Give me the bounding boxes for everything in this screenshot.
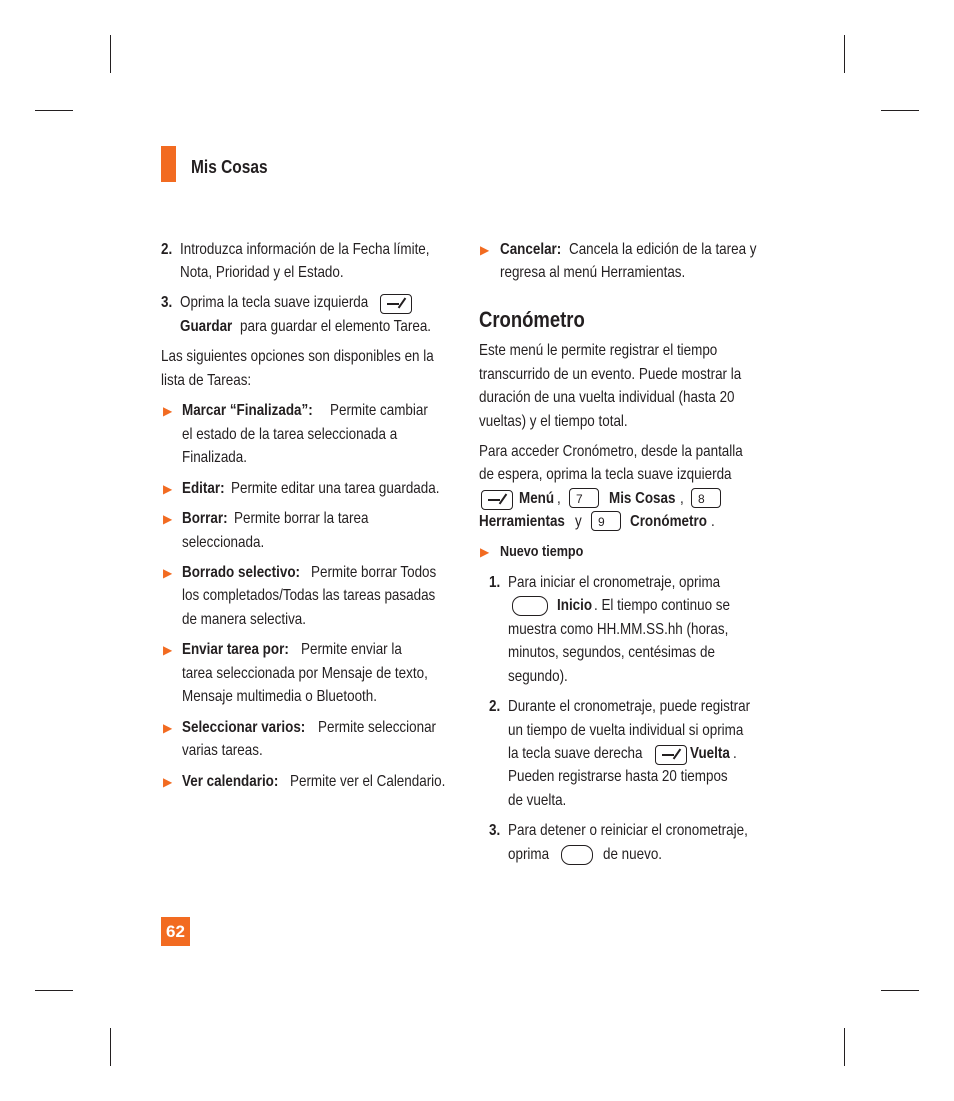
step-text: de nuevo. <box>603 846 663 863</box>
step-number: 2. <box>489 698 501 715</box>
subsection-title: Nuevo tiempo <box>500 543 584 560</box>
mis-cosas-label: Mis Cosas <box>609 490 676 507</box>
bullet-arrow-icon: ▶ <box>163 643 173 657</box>
separator: , <box>680 490 684 507</box>
separator: , <box>557 490 561 507</box>
option-title: Editar: <box>182 480 225 497</box>
bullet-arrow-icon: ▶ <box>163 404 173 418</box>
crop-mark <box>110 35 111 73</box>
key-8-icon: 8 <box>691 488 721 508</box>
intro-text: Las siguientes opciones son disponibles en la <box>161 348 434 365</box>
crop-mark <box>844 1028 845 1066</box>
crop-mark <box>881 990 919 991</box>
step-number: 3. <box>489 822 501 839</box>
desc-text: transcurrido de un evento. Puede mostrar la <box>479 366 742 383</box>
intro-text: lista de Tareas: <box>161 372 252 389</box>
option-title: Seleccionar varios: <box>182 719 306 736</box>
option-text: Permite enviar la <box>301 641 402 658</box>
access-text: Para acceder Cronómetro, desde la pantalla <box>479 443 743 460</box>
cronometro-label: Cronómetro <box>630 513 707 530</box>
option-title: Ver calendario: <box>182 773 279 790</box>
option-text: Permite ver el Calendario. <box>290 773 446 790</box>
access-text: de espera, oprima la tecla suave izquierda <box>479 466 732 483</box>
vuelta-label: Vuelta <box>690 745 730 762</box>
option-text: Permite borrar la tarea <box>234 510 369 527</box>
step-number: 1. <box>489 574 501 591</box>
option-text: Permite editar una tarea guardada. <box>231 480 440 497</box>
option-text: Cancela la edición de la tarea y <box>569 241 757 258</box>
desc-text: vueltas) y el tiempo total. <box>479 413 628 430</box>
option-text: Permite cambiar <box>330 402 428 419</box>
option-text: el estado de la tarea seleccionada a <box>182 426 398 443</box>
ok-key-icon <box>561 845 593 865</box>
bullet-arrow-icon: ▶ <box>163 721 173 735</box>
key-7-icon: 7 <box>569 488 599 508</box>
step-text: oprima <box>508 846 550 863</box>
option-text: de manera selectiva. <box>182 611 307 628</box>
conjunction: y <box>575 513 582 530</box>
herramientas-label: Herramientas <box>479 513 565 530</box>
crop-mark <box>881 110 919 111</box>
step-text: la tecla suave derecha <box>508 745 643 762</box>
period: . <box>711 513 715 530</box>
step-text: . El tiempo continuo se <box>594 597 730 614</box>
step-text: Pueden registrarse hasta 20 tiempos <box>508 768 728 785</box>
option-title: Cancelar: <box>500 241 562 258</box>
option-title: Enviar tarea por: <box>182 641 289 658</box>
option-text: regresa al menú Herramientas. <box>500 264 686 281</box>
option-text: Permite seleccionar <box>318 719 437 736</box>
page-number: 62 <box>161 917 190 946</box>
ok-key-icon <box>512 596 548 616</box>
step-number: 2. <box>161 241 173 258</box>
option-text: Mensaje multimedia o Bluetooth. <box>182 688 377 705</box>
option-text: varias tareas. <box>182 742 263 759</box>
step-text: Introduzca información de la Fecha límite, <box>180 241 430 258</box>
option-text: Finalizada. <box>182 449 247 466</box>
crop-mark <box>844 35 845 73</box>
step-text: para guardar el elemento Tarea. <box>240 318 432 335</box>
guardar-label: Guardar <box>180 318 233 335</box>
bullet-arrow-icon: ▶ <box>480 243 490 257</box>
desc-text: Este menú le permite registrar el tiempo <box>479 342 718 359</box>
option-text: tarea seleccionada por Mensaje de texto, <box>182 665 428 682</box>
step-text: muestra como HH.MM.SS.hh (horas, <box>508 621 729 638</box>
option-text: los completados/Todas las tareas pasadas <box>182 587 436 604</box>
step-text: segundo). <box>508 668 568 685</box>
desc-text: duración de una vuelta individual (hasta 20 <box>479 389 735 406</box>
section-accent-bar <box>161 146 176 182</box>
crop-mark <box>35 990 73 991</box>
left-softkey-icon <box>481 490 513 510</box>
crop-mark <box>35 110 73 111</box>
bullet-arrow-icon: ▶ <box>163 775 173 789</box>
option-title: Marcar “Finalizada”: <box>182 402 313 419</box>
period: . <box>733 745 737 762</box>
option-text: Permite borrar Todos <box>311 564 437 581</box>
section-heading: Cronómetro <box>479 307 585 332</box>
bullet-arrow-icon: ▶ <box>163 512 173 526</box>
menu-label: Menú <box>519 490 555 507</box>
section-title: Mis Cosas <box>191 157 268 177</box>
step-text: Durante el cronometraje, puede registrar <box>508 698 751 715</box>
option-title: Borrar: <box>182 510 228 527</box>
left-softkey-icon <box>380 294 412 314</box>
step-text: Para detener o reiniciar el cronometraje, <box>508 822 748 839</box>
right-softkey-icon <box>655 745 687 765</box>
key-9-icon: 9 <box>591 511 621 531</box>
step-number: 3. <box>161 294 173 311</box>
option-text: seleccionada. <box>182 534 265 551</box>
step-text: de vuelta. <box>508 792 567 809</box>
bullet-arrow-icon: ▶ <box>163 482 173 496</box>
step-text: Oprima la tecla suave izquierda <box>180 294 369 311</box>
step-text: minutos, segundos, centésimas de <box>508 644 715 661</box>
bullet-arrow-icon: ▶ <box>163 566 173 580</box>
crop-mark <box>110 1028 111 1066</box>
inicio-label: Inicio <box>557 597 593 614</box>
step-text: un tiempo de vuelta individual si oprima <box>508 722 744 739</box>
step-text: Nota, Prioridad y el Estado. <box>180 264 344 281</box>
bullet-arrow-icon: ▶ <box>480 545 490 559</box>
option-title: Borrado selectivo: <box>182 564 301 581</box>
step-text: Para iniciar el cronometraje, oprima <box>508 574 721 591</box>
